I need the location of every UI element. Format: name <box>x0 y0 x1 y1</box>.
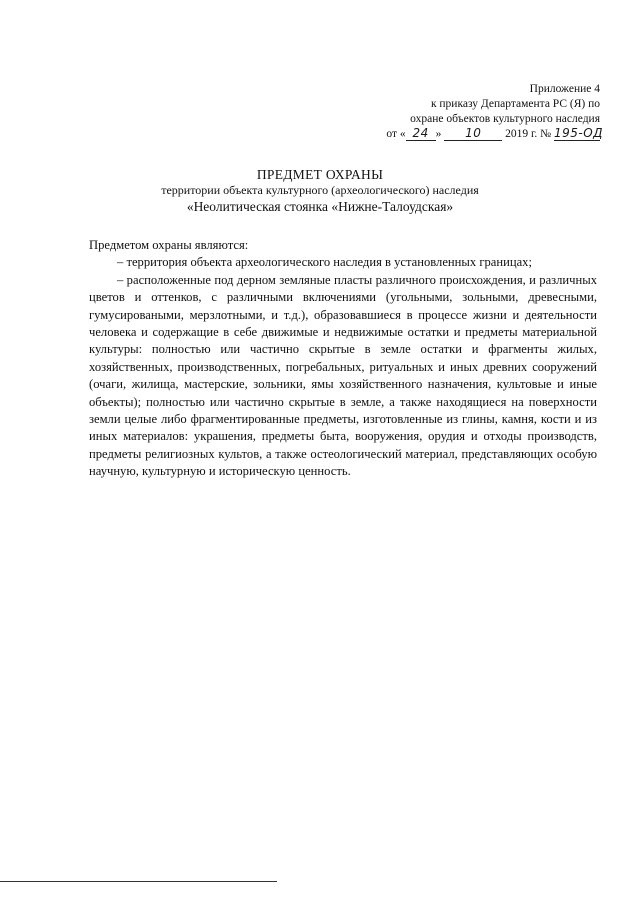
object-name: «Неолитическая стоянка «Нижне-Талоудская» <box>186 199 454 214</box>
document-title: ПРЕДМЕТ ОХРАНЫ <box>256 167 384 182</box>
body-item-territory: – территория объекта археологического наследия в установленных границах; <box>117 255 532 270</box>
order-number-handwritten: 195-ОД <box>554 126 604 140</box>
title-block <box>0 166 640 215</box>
appendix-department: охране объектов культурного наследия <box>410 113 600 125</box>
date-separator: » <box>435 128 442 140</box>
appendix-number: Приложение 4 <box>529 83 600 95</box>
appendix-date-line <box>386 126 604 142</box>
date-day-handwritten: 24 <box>406 127 436 141</box>
body-item-layers: – расположенные под дерном земляные пласты различного происхождения, и различных цветов и оттенков, с различными включениями (угольными, зольными, древесными, гумусироваными, мерзлотными, и т.д.), образовавшиеся в процессе жизни и деятельности человека и содержащие в себе движимые и недвижимые остатки и предметы материальной культуры: полностью или частично скрытые в земле остатки и фрагменты жилых, хозяйственных, производственных, погребальных, ритуальных и иных древних сооружений (очаги, жилища, мастерские, зольники, ямы хозяйственного назначения, культовые и иные объекты); полностью или частично скрытые в земле, а также находящиеся на поверхности земли целые либо фрагментированные предметы, изготовленные из глины, камня, кости и из иных материалов: украшения, предметы быта, вооружения, орудия и отходы производств, предметы религиозных культов, а также остеологический материал, представляющих особую научную, культурную и историческую ценность. <box>89 272 597 479</box>
date-year-number-label: 2019 г. № <box>505 128 552 140</box>
body-intro: Предметом охраны являются: <box>89 238 249 252</box>
document-subtitle: территории объекта культурного (археологического) наследия <box>161 183 479 197</box>
date-month-handwritten: 10 <box>444 127 502 141</box>
appendix-reference <box>386 82 604 142</box>
document-body <box>89 237 597 481</box>
date-prefix: от « <box>386 128 406 140</box>
appendix-order-ref: к приказу Департамента РС (Я) по <box>430 98 600 110</box>
footer-divider <box>0 881 277 882</box>
